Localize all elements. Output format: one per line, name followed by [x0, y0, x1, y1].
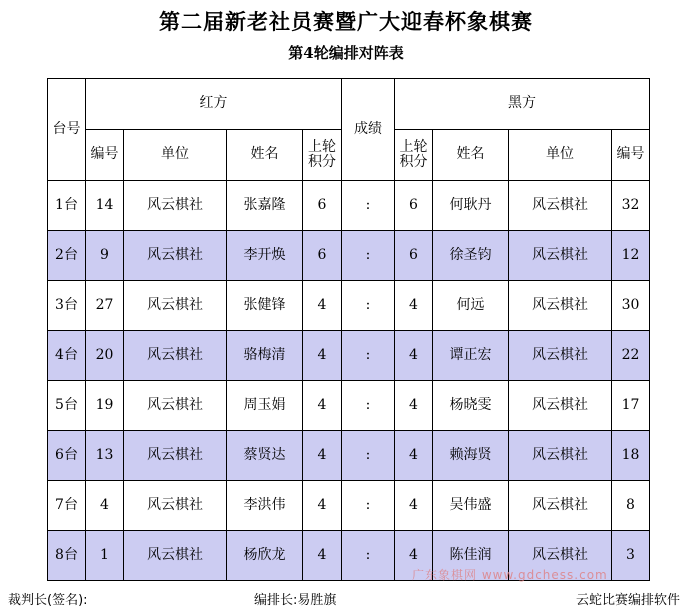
- black-unit: 风云棋社: [509, 531, 612, 581]
- black-number: 12: [612, 231, 650, 281]
- table-number: 1台: [48, 181, 86, 231]
- red-name: 李开焕: [227, 231, 303, 281]
- table-number: 3台: [48, 281, 86, 331]
- black-unit: 风云棋社: [509, 181, 612, 231]
- header-result: 成绩: [342, 79, 395, 181]
- arranger-label: 编排长:易胜旗: [254, 593, 337, 608]
- black-unit: 风云棋社: [509, 281, 612, 331]
- header-row-top: [48, 79, 650, 130]
- red-score: 4: [303, 281, 342, 331]
- table-row: [48, 231, 650, 281]
- header-black-number: 编号: [612, 130, 650, 181]
- black-unit: 风云棋社: [509, 231, 612, 281]
- header-table-no: 台号: [48, 79, 86, 181]
- black-number: 30: [612, 281, 650, 331]
- result-cell: :: [342, 281, 395, 331]
- black-number: 17: [612, 381, 650, 431]
- black-number: 8: [612, 481, 650, 531]
- black-name: 何远: [433, 281, 509, 331]
- red-score: 4: [303, 531, 342, 581]
- black-number: 32: [612, 181, 650, 231]
- table-row: [48, 331, 650, 381]
- red-score: 4: [303, 381, 342, 431]
- header-red-name: 姓名: [227, 130, 303, 181]
- black-name: 何耿丹: [433, 181, 509, 231]
- referee-signature: 裁判长(签名):: [8, 593, 88, 608]
- red-unit: 风云棋社: [124, 531, 227, 581]
- table-row: [48, 481, 650, 531]
- black-number: 18: [612, 431, 650, 481]
- black-score: 6: [395, 231, 433, 281]
- red-name: 李洪伟: [227, 481, 303, 531]
- table-number: 5台: [48, 381, 86, 431]
- red-unit: 风云棋社: [124, 481, 227, 531]
- result-cell: :: [342, 231, 395, 281]
- red-number: 13: [86, 431, 124, 481]
- table-row: [48, 281, 650, 331]
- black-name: 吴伟盛: [433, 481, 509, 531]
- header-red-score: 上轮积分: [303, 130, 342, 181]
- pairing-table: [47, 78, 650, 581]
- red-unit: 风云棋社: [124, 331, 227, 381]
- red-number: 27: [86, 281, 124, 331]
- red-number: 4: [86, 481, 124, 531]
- red-unit: 风云棋社: [124, 181, 227, 231]
- black-unit: 风云棋社: [509, 481, 612, 531]
- red-number: 20: [86, 331, 124, 381]
- red-name: 杨欣龙: [227, 531, 303, 581]
- table-row: [48, 181, 650, 231]
- red-number: 14: [86, 181, 124, 231]
- red-score: 4: [303, 331, 342, 381]
- black-number: 3: [612, 531, 650, 581]
- red-unit: 风云棋社: [124, 281, 227, 331]
- red-number: 1: [86, 531, 124, 581]
- red-name: 张嘉隆: [227, 181, 303, 231]
- table-number: 2台: [48, 231, 86, 281]
- header-red-number: 编号: [86, 130, 124, 181]
- table-number: 7台: [48, 481, 86, 531]
- header-red-unit: 单位: [124, 130, 227, 181]
- black-unit: 风云棋社: [509, 381, 612, 431]
- black-score: 4: [395, 331, 433, 381]
- red-unit: 风云棋社: [124, 381, 227, 431]
- black-number: 22: [612, 331, 650, 381]
- table-row: [48, 431, 650, 481]
- header-black-name: 姓名: [433, 130, 509, 181]
- table-number: 4台: [48, 331, 86, 381]
- table-number: 6台: [48, 431, 86, 481]
- black-name: 赖海贤: [433, 431, 509, 481]
- black-unit: 风云棋社: [509, 431, 612, 481]
- red-name: 张健锋: [227, 281, 303, 331]
- red-name: 骆梅清: [227, 331, 303, 381]
- result-cell: :: [342, 431, 395, 481]
- result-cell: :: [342, 481, 395, 531]
- result-cell: :: [342, 381, 395, 431]
- header-black-side: 黑方: [395, 79, 650, 130]
- result-cell: :: [342, 531, 395, 581]
- red-score: 6: [303, 231, 342, 281]
- result-cell: :: [342, 181, 395, 231]
- red-score: 4: [303, 431, 342, 481]
- header-black-unit: 单位: [509, 130, 612, 181]
- header-red-side: 红方: [86, 79, 342, 130]
- red-name: 周玉娟: [227, 381, 303, 431]
- black-score: 4: [395, 281, 433, 331]
- black-score: 6: [395, 181, 433, 231]
- red-unit: 风云棋社: [124, 431, 227, 481]
- watermark-text: 广东象棋网 www.gdchess.com: [412, 568, 608, 582]
- red-name: 蔡贤达: [227, 431, 303, 481]
- black-score: 4: [395, 481, 433, 531]
- red-number: 9: [86, 231, 124, 281]
- document-title: 第二届新老社员赛暨广大迎春杯象棋赛: [159, 9, 533, 34]
- black-name: 杨晓雯: [433, 381, 509, 431]
- table-row: [48, 381, 650, 431]
- red-number: 19: [86, 381, 124, 431]
- black-score: 4: [395, 431, 433, 481]
- red-score: 4: [303, 481, 342, 531]
- black-name: 谭正宏: [433, 331, 509, 381]
- black-name: 徐圣钧: [433, 231, 509, 281]
- header-black-score: 上轮积分: [395, 130, 433, 181]
- result-cell: :: [342, 331, 395, 381]
- black-unit: 风云棋社: [509, 331, 612, 381]
- black-name: 陈佳润: [433, 531, 509, 581]
- table-number: 8台: [48, 531, 86, 581]
- black-score: 4: [395, 531, 433, 581]
- red-score: 6: [303, 181, 342, 231]
- black-score: 4: [395, 381, 433, 431]
- software-credit: 云蛇比赛编排软件: [576, 593, 681, 608]
- red-unit: 风云棋社: [124, 231, 227, 281]
- document-subtitle: 第4轮编排对阵表: [288, 44, 404, 62]
